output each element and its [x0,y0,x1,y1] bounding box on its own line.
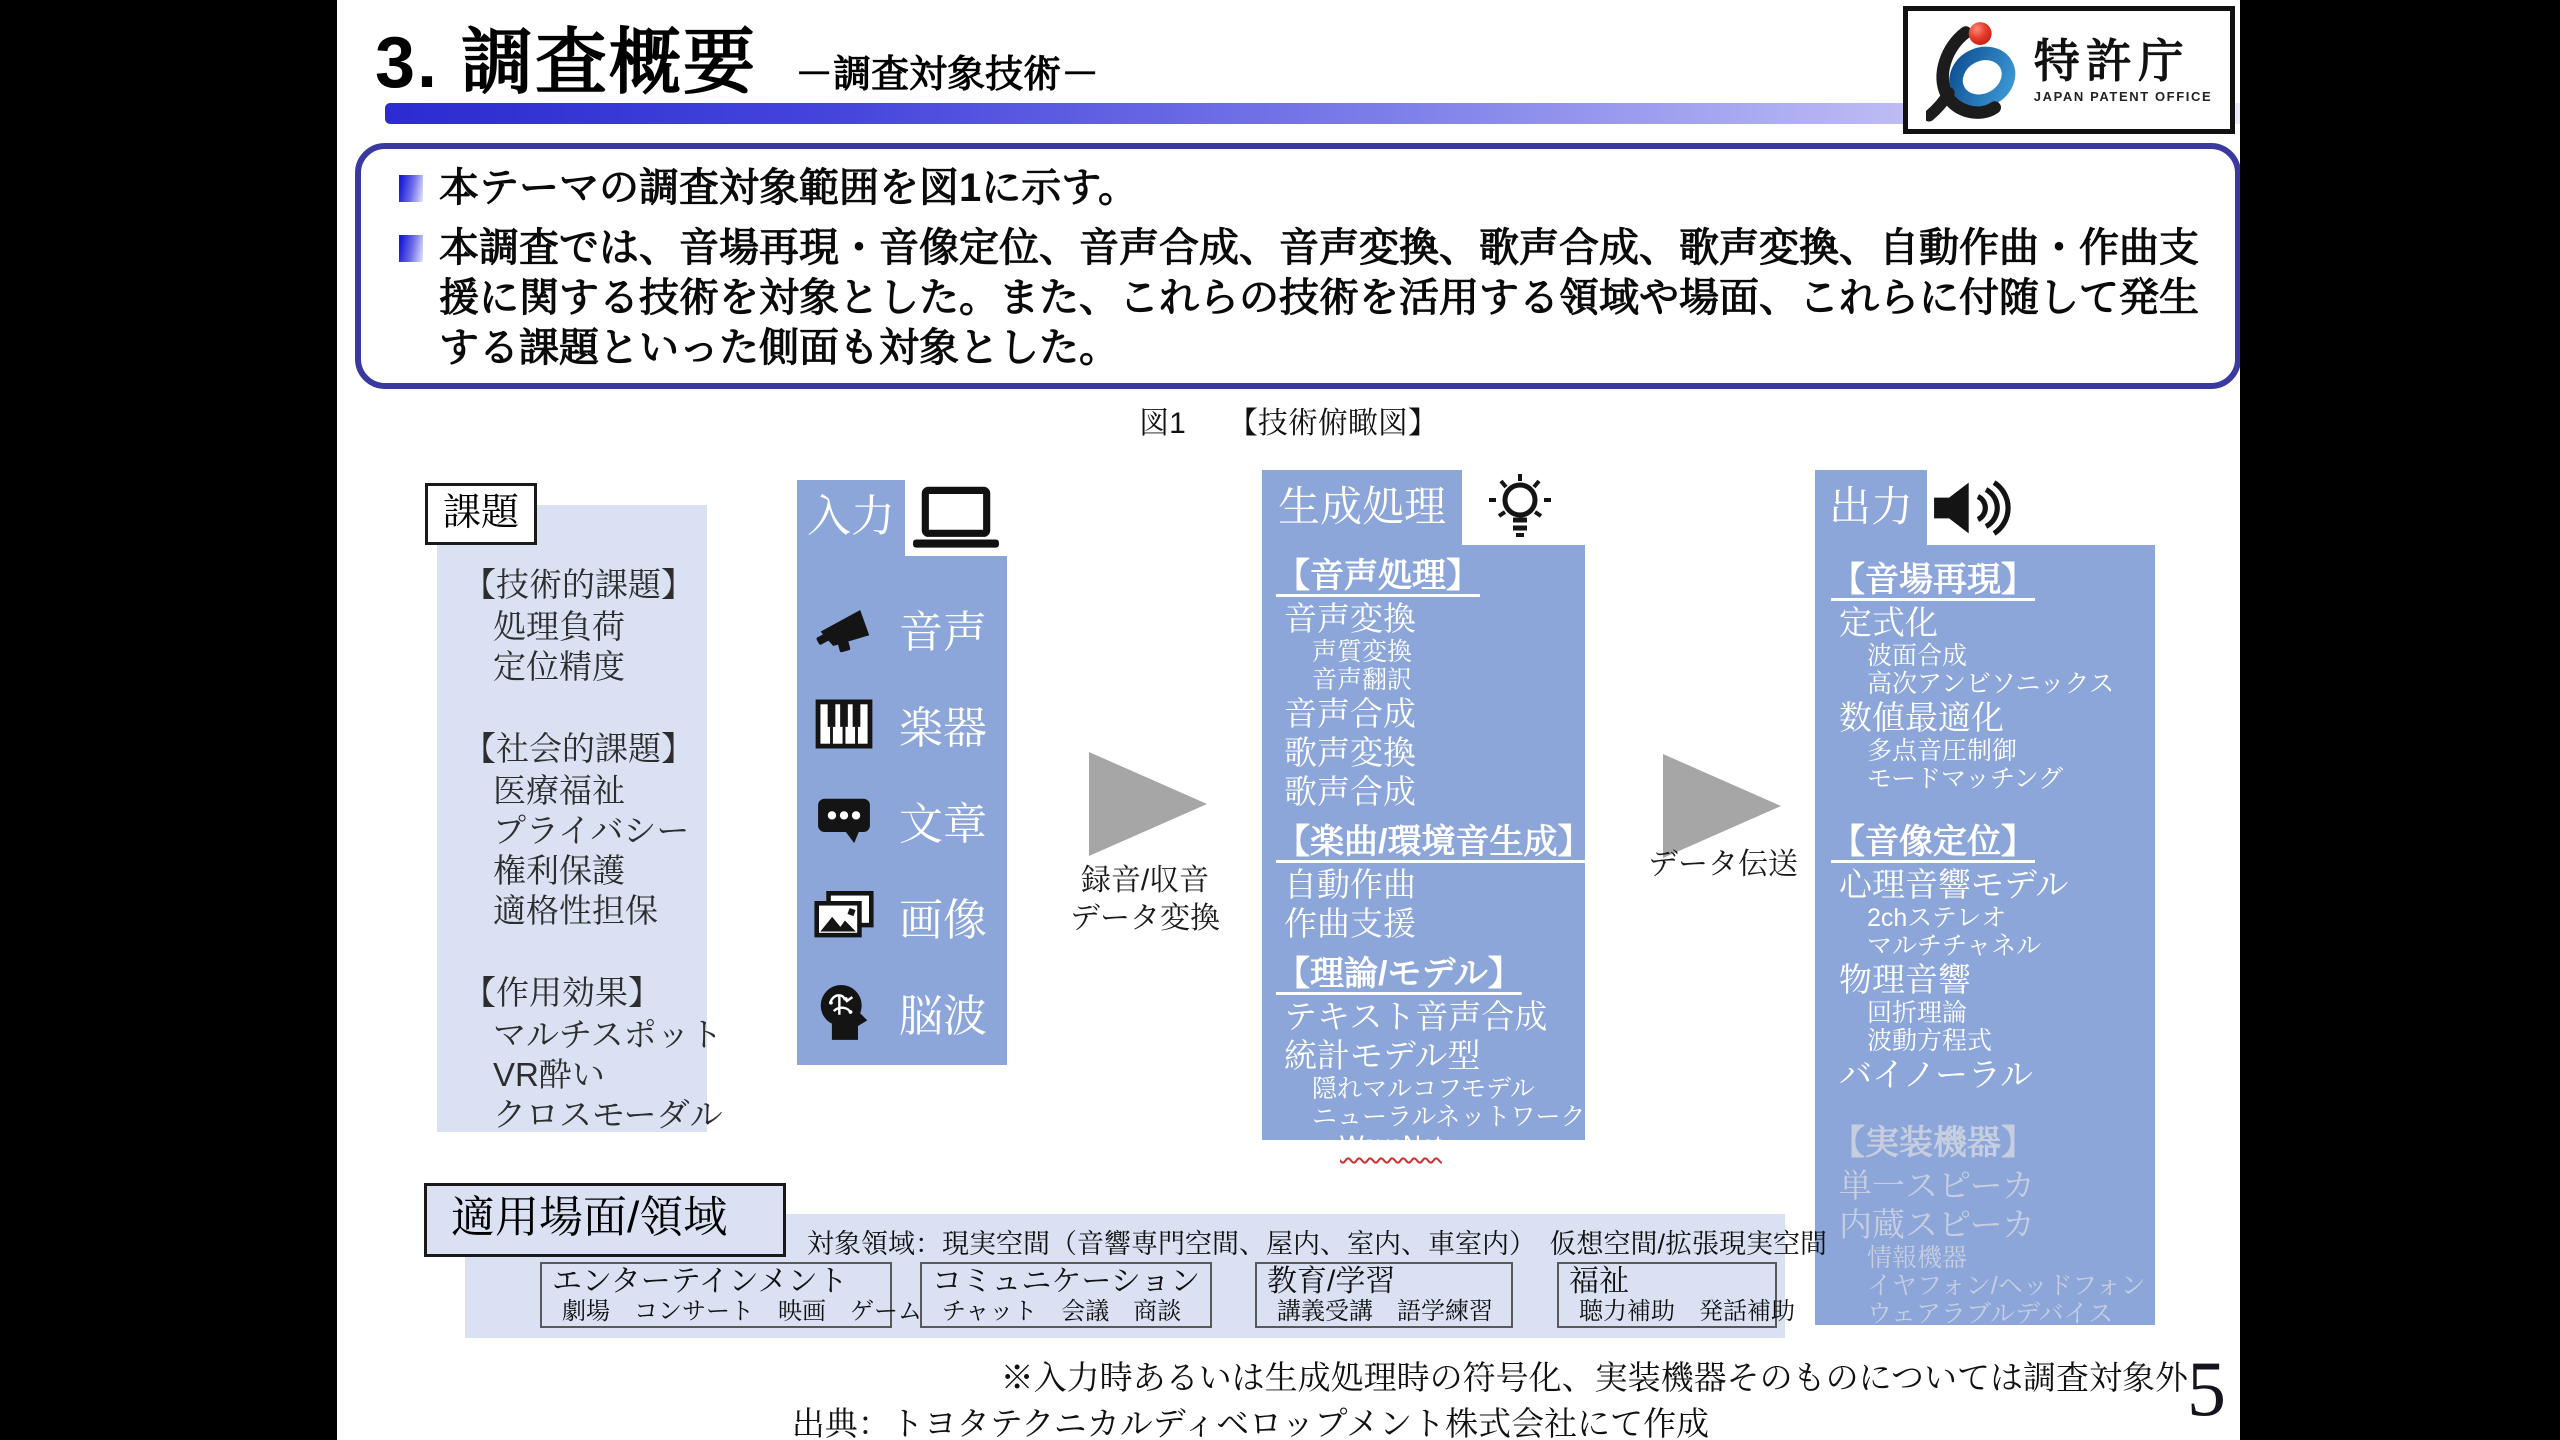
process-item: 隠れマルコフモデル [1312,1075,1535,1103]
output-item: ウェアラブルデバイス [1867,1300,2114,1328]
issues-label: 課題 [425,483,537,545]
input-item-brainwave [797,964,1007,1060]
output-item: 定式化 [1839,604,1938,641]
page-number: 5 [2187,1345,2226,1432]
flow-arrow-right-icon [1089,752,1207,856]
summary-box [355,143,2240,389]
output-item: 波動方程式 [1867,1027,1993,1055]
process-item: 音声翻訳 [1312,666,1413,694]
summary-bullet-row [399,223,2209,373]
process-section-voice [1276,553,1585,811]
arrow2-caption [1603,846,1843,884]
lightbulb-icon [1484,472,1556,544]
process-column-body [1262,545,1592,1159]
input-column-body [797,556,1007,1065]
arrow1-caption [1025,862,1265,938]
output-item: 物理音響 [1839,961,1971,998]
input-item-label: 脳波 [899,992,987,1041]
slide-header [375,4,1099,108]
section-heading: 【音声処理】 [1276,557,1480,595]
output-section-soundfield [1831,557,2155,793]
application-box-communication [920,1262,1212,1328]
output-item: バイノーラル [1839,1056,2034,1093]
application-label: 適用場面/領域 [424,1183,786,1257]
application-box-items: 講義受講 語学練習 [1277,1298,1493,1325]
images-icon [813,885,875,947]
input-item-label: 音声 [899,608,987,657]
output-item: 回折理論 [1867,999,1968,1027]
issues-group-heading: 【社会的課題】 [463,730,694,767]
application-box-title: 教育/学習 [1267,1265,1396,1298]
figure-caption-number: 図1 [1139,407,1186,440]
output-item: 情報機器 [1867,1244,1968,1272]
process-item: テキスト音声合成 [1284,998,1548,1035]
footnote: ※入力時あるいは生成処理時の符号化、実装機器そのものについては調査対象外 [1000,1359,2188,1396]
output-column-label: 出力 [1815,470,1927,545]
page-title: 3. 調査概要 [375,23,758,103]
speech-bubble-icon [813,789,875,851]
process-item: 自動作曲 [1284,866,1416,903]
issues-item: 適格性担保 [493,892,658,929]
issues-item: VR酔い [493,1056,605,1093]
figure-caption [337,398,2240,442]
section-heading: 【音場再現】 [1831,561,2035,599]
brain-icon [813,981,875,1043]
summary-bullet-2: 本調査では、音場再現・音像定位、音声合成、音声変換、歌声合成、歌声変換、自動作曲・作曲支援に関する技術を対象とした。また、これらの技術を活用する領域や場面、これらに付随して発生する課題といった側面も対象とした。 [439,226,2199,370]
output-item: 多点音圧制御 [1867,737,2018,765]
issues-item: 権利保護 [493,852,625,889]
process-column-label: 生成処理 [1262,470,1462,545]
logo-name-jp: 特許庁 [2033,35,2190,87]
issues-item: 医療福祉 [493,772,625,809]
process-section-music [1276,819,1592,943]
section-heading: 【実装機器】 [1831,1124,2035,1162]
slide [337,0,2240,1440]
process-item-wavenet: WaveNet [1340,1131,1442,1159]
input-item-label: 楽器 [899,704,987,753]
issues-group-social [463,727,707,931]
input-item-label: 画像 [899,896,987,945]
arrow2-caption-line1: データ伝送 [1648,848,1798,881]
process-column [1262,470,1592,1159]
output-column-body [1815,545,2155,1328]
summary-bullet-1: 本テーマの調査対象範囲を図1に示す。 [439,166,1139,210]
input-column-label: 入力 [797,480,905,556]
jpo-logo-icon [1926,16,2026,124]
process-item: ニューラルネットワーク [1312,1103,1586,1131]
bullet-square-icon [399,175,423,202]
source-line: 出典：トヨタテクニカルディベロップメント株式会社にて作成 [791,1405,1710,1440]
output-item: 2chステレオ [1867,904,2007,932]
issues-item: クロスモーダル [493,1096,723,1133]
output-item: マルチチャネル [1867,932,2042,960]
process-item: 音声変換 [1284,600,1416,637]
process-item: 統計モデル型 [1284,1037,1481,1074]
input-column [797,480,1007,1065]
application-box-welfare [1557,1262,1795,1328]
figure-caption-title: 【技術俯瞰図】 [1227,407,1438,440]
input-item-text [797,772,1007,868]
application-box-title: コミュニケーション [932,1265,1201,1298]
issues-group-effect [463,971,723,1135]
application-box-items: 劇場 コンサート 映画 ゲーム [562,1298,922,1325]
issues-group-heading: 【技術的課題】 [463,566,694,603]
input-item-instrument [797,676,1007,772]
issues-item: マルチスポット [493,1016,723,1053]
issues-item: 定位精度 [493,648,625,685]
input-item-voice [797,580,1007,676]
megaphone-icon [813,597,875,659]
process-item: 声質変換 [1312,638,1413,666]
section-heading: 【楽曲/環境音生成】 [1276,823,1592,861]
process-item: 作曲支援 [1284,905,1416,942]
issues-item: プライバシー [493,812,690,849]
scope-note: 対象領域：現実空間（音響専門空間、屋内、室内、車室内） 仮想空間/拡張現実空間 [807,1229,1827,1259]
process-item: 音声合成 [1284,695,1416,732]
input-item-label: 文章 [899,800,987,849]
process-section-theory [1276,951,1585,1159]
logo-name-en: JAPAN PATENT OFFICE [2033,89,2213,104]
section-heading: 【理論/モデル】 [1276,955,1522,993]
piano-icon [813,693,875,755]
output-column [1815,470,2155,1328]
output-section-devices-muted [1831,1120,2155,1328]
arrow1-caption-line1: 録音/収音 [1080,864,1210,897]
jpo-logo-text [2034,36,2212,104]
output-item: 心理音響モデル [1839,866,2069,903]
output-item: 内蔵スピーカ [1839,1206,2036,1243]
issues-item: 処理負荷 [493,608,625,645]
application-box-items: チャット 会議 商談 [942,1298,1182,1325]
section-heading: 【音像定位】 [1831,823,2035,861]
output-section-localization [1831,819,2155,1094]
application-box-items: 聴力補助 発話補助 [1579,1298,1795,1325]
output-item: 数値最適化 [1839,699,2004,736]
issues-panel [437,505,723,1133]
page-subtitle: －調査対象技術－ [795,54,1100,96]
issues-group-technical [463,563,707,687]
output-item: 単一スピーカ [1839,1167,2036,1204]
flow-arrow-right-icon [1663,754,1781,858]
output-item: 波面合成 [1867,642,1968,670]
speaker-icon [1925,478,2017,538]
bullet-square-icon [399,235,423,262]
process-item: 歌声合成 [1284,773,1416,810]
input-item-image [797,868,1007,964]
issues-group-heading: 【作用効果】 [463,974,661,1011]
output-item: モードマッチング [1867,765,2064,793]
output-item: イヤフォン/ヘッドフォン [1867,1272,2146,1300]
jpo-logo [1903,6,2235,134]
arrow1-caption-line2: データ変換 [1070,902,1220,935]
summary-bullet-row [399,163,2209,213]
process-item: 歌声変換 [1284,734,1416,771]
application-box-title: エンターテインメント [552,1265,848,1298]
laptop-icon [911,486,1001,552]
output-item: 高次アンビソニックス [1867,670,2115,698]
application-box-entertainment [540,1262,922,1328]
application-box-education [1255,1262,1513,1328]
application-box-title: 福祉 [1569,1265,1629,1298]
